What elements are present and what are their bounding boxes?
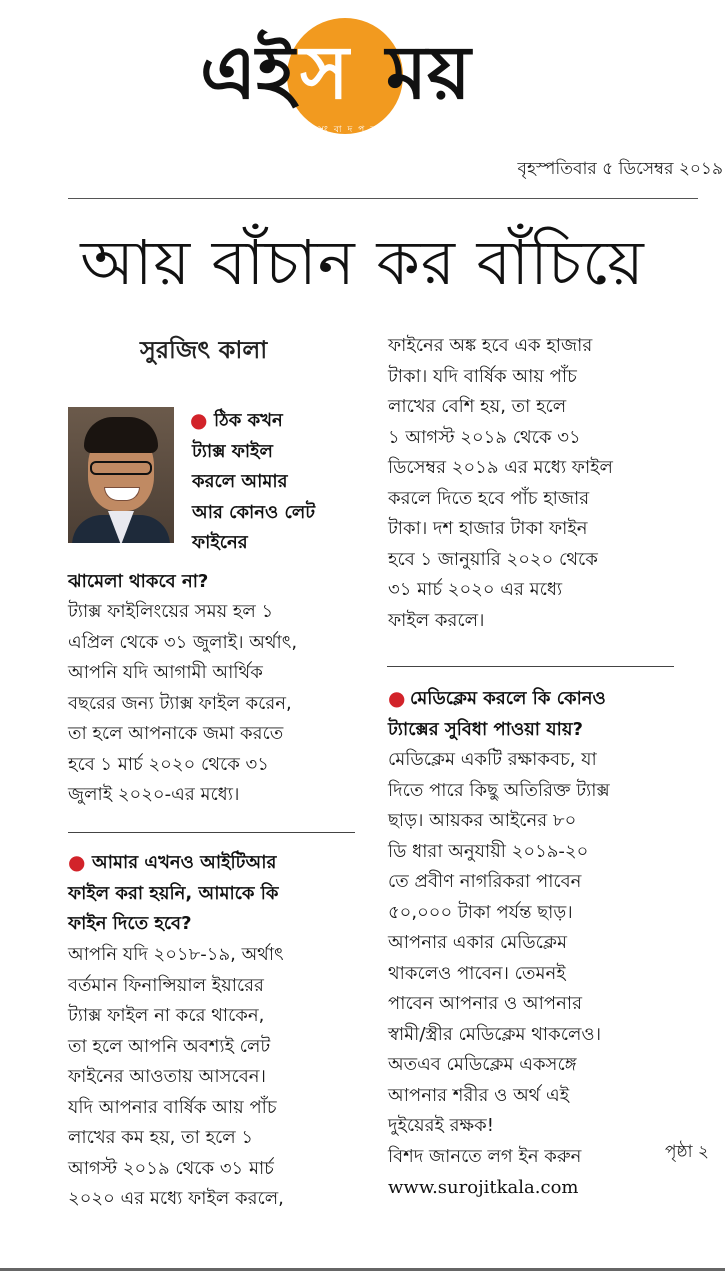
- answer-3: মেডিক্লেম একটি রক্ষাকবচ, যা দিতে পারে কিছু অতিরিক্ত ট্যাক্স ছাড়। আয়কর আইনের ৮০ ডি ধারা অনুযায়ী ২০১৯-২০ তে প্রবীণ নাগরিকরা পাবেন ৫০,০০০ টাকা পর্যন্ত ছাড়। আপনার একার মেডিক্লেম থাকলেও পাবেন। তেমনই পাবেন আপনার ও আপনার স্বামী/স্ত্রীর মেডিক্লেম থাকলেও। অতএব মেডিক্লেম একসঙ্গে আপনার শরীর ও অর্থ এই দুইয়েরই রক্ষক! বিশদ জানতে লগ ইন করুন: [388, 749, 610, 1167]
- logo-text-left: এই: [200, 30, 295, 116]
- logo-subtitle: সংবাদপত্র: [318, 125, 383, 135]
- bullet-dot-icon: ●: [190, 408, 208, 432]
- page-bottom-edge: [0, 1268, 725, 1271]
- bullet-dot-icon: ●: [388, 686, 406, 710]
- photo-glasses: [90, 461, 152, 475]
- question-1-tail: ঝামেলা থাকবে না?: [68, 571, 209, 592]
- bullet-dot-icon: ●: [68, 850, 86, 874]
- author-photo: [68, 407, 174, 543]
- author-website-link[interactable]: www.surojitkala.com: [388, 1177, 579, 1198]
- article-byline: সুরজিৎ কালা: [140, 336, 268, 364]
- masthead-divider: [68, 198, 698, 199]
- publication-date: বৃহস্পতিবার ৫ ডিসেম্বর ২০১৯: [517, 159, 723, 179]
- question-1-beside-photo: ঠিক কখন ট্যাক্স ফাইল করলে আমার আর কোনও লেট ফাইনের: [192, 410, 316, 553]
- answer-1: ট্যাক্স ফাইলিংয়ের সময় হল ১ এপ্রিল থেকে ৩১ জুলাই। অর্থাৎ, আপনি যদি আগামী আর্থিক বছরের জন্য ট্যাক্স ফাইল করেন, তা হলে আপনাকে জমা করতে হবে ১ মার্চ ২০২০ থেকে ৩১ জুলাই ২০২০-এর মধ্যে।: [68, 601, 298, 805]
- page-number: পৃষ্ঠা ২: [664, 1142, 709, 1162]
- logo-text-right: ময়: [386, 30, 471, 116]
- question-2: আমার এখনও আইটিআর ফাইল করা হয়নি, আমাকে কি ফাইন দিতে হবে?: [68, 852, 279, 934]
- answer-2: আপনি যদি ২০১৮-১৯, অর্থাৎ বর্তমান ফিনান্সিয়াল ইয়ারের ট্যাক্স ফাইল না করে থাকেন, তা হলে আপনি অবশ্যই লেট ফাইনের আওতায় আসবেন। যদি আপনার বার্ষিক আয় পাঁচ লাখের কম হয়, তা হলে ১ আগস্ট ২০১৯ থেকে ৩১ মার্চ ২০২০ এর মধ্যে ফাইল করলে,: [68, 944, 284, 1209]
- logo-text-mid: স: [300, 30, 349, 116]
- question-3: মেডিক্লেম করলে কি কোনও ট্যাক্সের সুবিধা পাওয়া যায়?: [388, 688, 606, 740]
- answer-2-continued: ফাইনের অঙ্ক হবে এক হাজার টাকা। যদি বার্ষিক আয় পাঁচ লাখের বেশি হয়, তা হলে ১ আগস্ট ২০১৯ থেকে ৩১ ডিসেম্বর ২০১৯ এর মধ্যে ফাইল করলে দিতে হবে পাঁচ হাজার টাকা। দশ হাজার টাকা ফাইন হবে ১ জানুয়ারি ২০২০ থেকে ৩১ মার্চ ২০২০ এর মধ্যে ফাইল করলে।: [388, 335, 613, 631]
- photo-hair: [84, 417, 158, 453]
- column-divider-left: [68, 832, 355, 833]
- article-headline: আয় বাঁচান কর বাঁচিয়ে: [80, 226, 645, 299]
- column-divider-right: [387, 666, 674, 667]
